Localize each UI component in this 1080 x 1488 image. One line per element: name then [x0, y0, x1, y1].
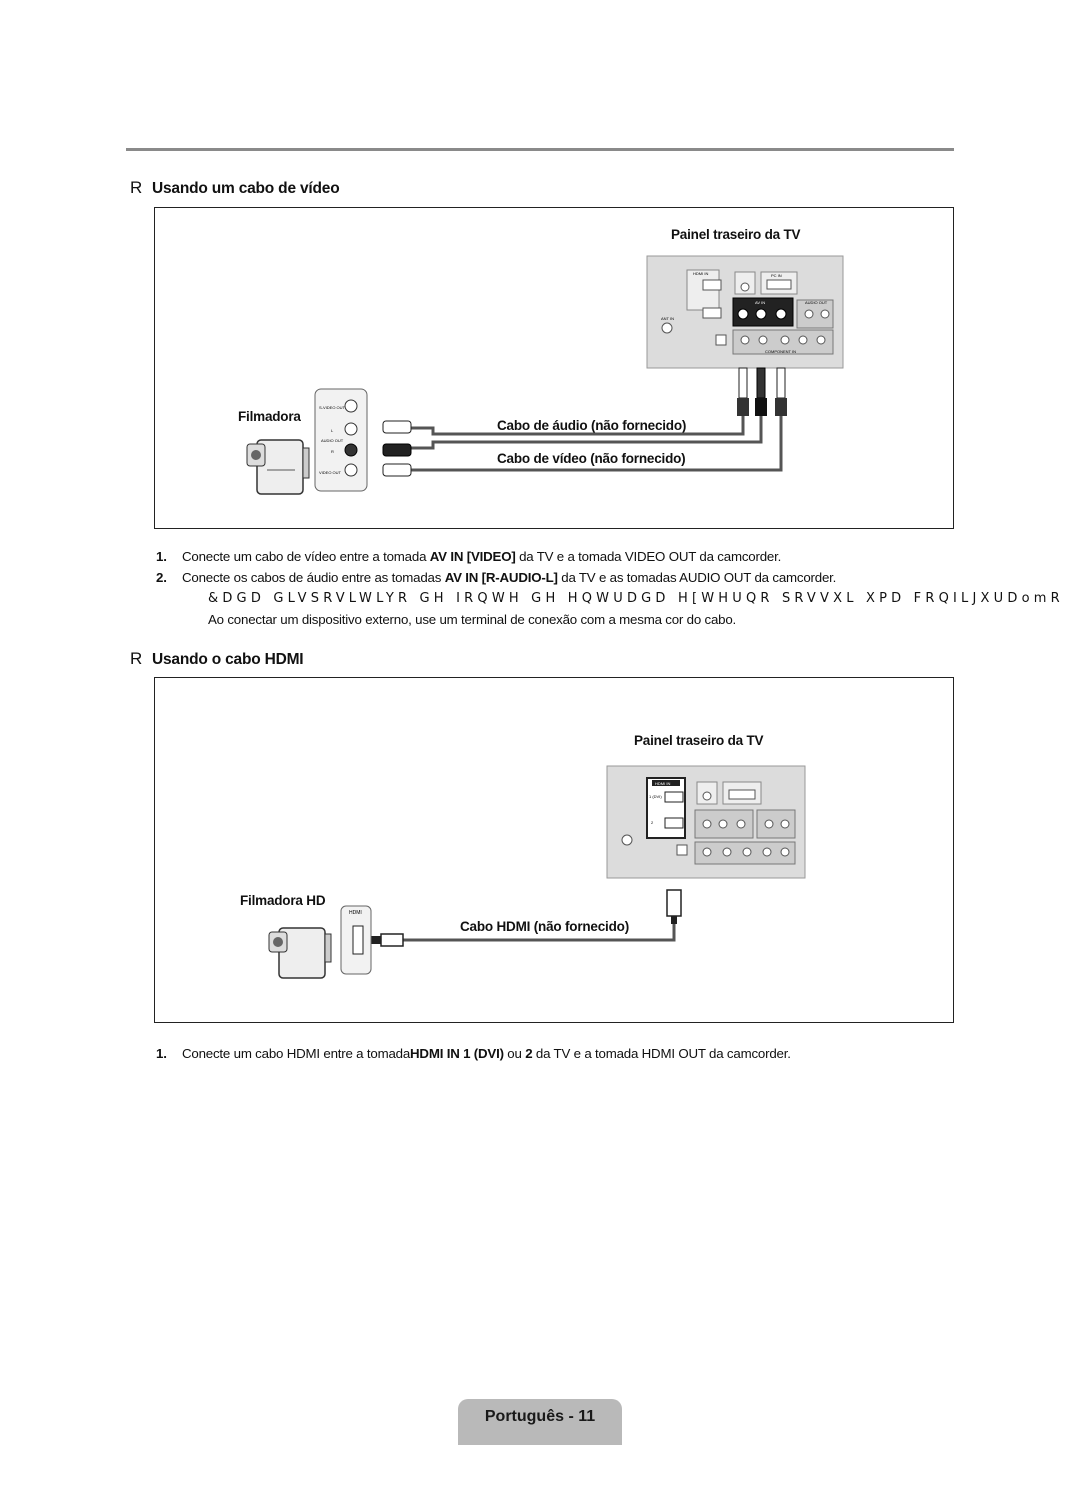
camcorder-label: Filmadora [238, 409, 301, 424]
hdmi-connection-diagram [155, 678, 953, 1022]
page-number-tab: Português - 11 [458, 1399, 622, 1445]
video-steps [154, 546, 1064, 630]
tv-hdmi-in-text: HDMI IN [655, 781, 671, 786]
hdmi-diagram-box [154, 677, 954, 1023]
camcorder-hdmi-jack [341, 906, 371, 974]
hdmi-plug-tv [667, 890, 681, 924]
video-step-2 [154, 567, 964, 588]
bullet-glyph: R [130, 178, 143, 197]
step-text: Conecte um cabo de vídeo entre a tomada [182, 549, 430, 564]
tv-two-text: 2 [651, 820, 654, 825]
camcorder-icon [269, 928, 331, 978]
hdmi-cable-label: Cabo HDMI (não fornecido) [460, 919, 629, 934]
tv-pc-in-text: PC IN [771, 273, 782, 278]
step-bold: AV IN [VIDEO] [429, 549, 516, 564]
rca-plugs [737, 368, 787, 416]
step-bold: 2 [525, 1046, 533, 1061]
tv-dvi-text: 1 (DVI) [649, 794, 662, 799]
audio-cable-label: Cabo de áudio (não fornecido) [497, 418, 687, 433]
tv-rear-panel [647, 256, 843, 368]
tv-av-in-text: AV IN [755, 300, 766, 305]
camcorder-hdmi-text: HDMI [349, 910, 362, 916]
step-bold: AV IN [R-AUDIO-L] [444, 570, 558, 585]
hdmi-step-1 [154, 1043, 964, 1064]
tv-panel-label: Painel traseiro da TV [634, 733, 764, 748]
svideo-out-text: S-VIDEO OUT [319, 405, 346, 410]
jack-l-text: L [331, 428, 334, 433]
top-rule [126, 148, 954, 151]
step-bold: HDMI IN 1 (DVI) [410, 1046, 504, 1061]
note-garbled: &DGD GLVSRVLWLYR GH IRQWH GH HQWUDGD H[WHUQR SRVVXL XPD FRQILJXUDomR [208, 591, 1064, 606]
bullet-glyph: R [130, 649, 143, 668]
camcorder-label: Filmadora HD [240, 893, 326, 908]
cables [403, 416, 781, 470]
step-number: 1. [156, 1046, 167, 1061]
tv-panel-label: Painel traseiro da TV [671, 227, 801, 242]
video-diagram-box [154, 207, 954, 529]
video-step-1 [154, 546, 964, 567]
step-number: 1. [156, 549, 167, 564]
section-heading-video [130, 178, 339, 198]
tv-component-in-text: COMPONENT IN [765, 349, 797, 354]
step-text: Conecte um cabo HDMI entre a tomada [182, 1046, 411, 1061]
video-connection-diagram [155, 208, 953, 528]
camcorder-plugs [383, 421, 411, 476]
step-text: ou [503, 1046, 526, 1061]
step-text: da TV e a tomada HDMI OUT da camcorder. [532, 1046, 791, 1061]
camcorder-icon [247, 440, 309, 494]
tv-rear-panel [607, 766, 805, 878]
hdmi-plug-camcorder [369, 934, 403, 946]
step-text: da TV e a tomada VIDEO OUT da camcorder. [515, 549, 782, 564]
section-heading-hdmi [130, 649, 303, 669]
tv-audio-out-text: AUDIO OUT [805, 300, 828, 305]
audio-out-text: AUDIO OUT [321, 438, 344, 443]
step-text: da TV e as tomadas AUDIO OUT da camcorder. [557, 570, 837, 585]
tv-hdmi-in-text: HDMI IN [693, 271, 709, 276]
camcorder-jack-panel [315, 389, 367, 491]
step-text: Conecte os cabos de áudio entre as tomadas [182, 570, 445, 585]
hdmi-steps [154, 1043, 964, 1064]
step-number: 2. [156, 570, 167, 585]
hdmi-cable [401, 924, 674, 940]
jack-r-text: R [331, 449, 334, 454]
video-cable-label: Cabo de vídeo (não fornecido) [497, 451, 686, 466]
note-text: Ao conectar um dispositivo externo, use um terminal de conexão com a mesma cor do cabo. [208, 612, 737, 627]
tv-ant-in-text: ANT IN [661, 316, 675, 321]
video-out-text: VIDEO OUT [319, 470, 342, 475]
section-title: Usando um cabo de vídeo [152, 180, 340, 197]
section-title: Usando o cabo HDMI [152, 651, 304, 668]
